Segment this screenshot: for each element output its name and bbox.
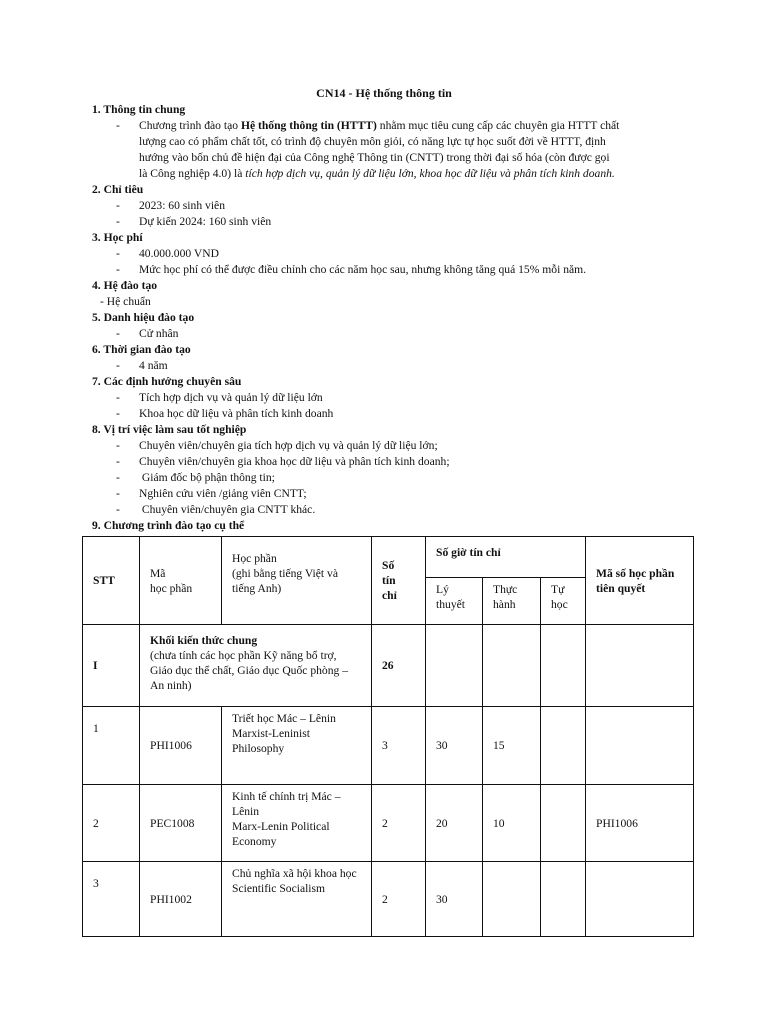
section-heading-specializations: 7. Các định hướng chuyên sâu bbox=[92, 375, 242, 388]
bullet-dash: - bbox=[116, 215, 120, 228]
row-prerequisite bbox=[586, 707, 694, 785]
list-item bbox=[92, 406, 692, 422]
header-text: hành bbox=[493, 598, 516, 611]
row-self-study bbox=[541, 785, 586, 862]
row-stt: 3 bbox=[83, 862, 140, 937]
row-theory: 30 bbox=[426, 707, 483, 785]
list-item-text: 4 năm bbox=[139, 359, 168, 372]
page-title: CN14 - Hệ thống thông tin bbox=[316, 86, 452, 100]
bullet-dash: - bbox=[116, 199, 120, 212]
list-item bbox=[92, 246, 692, 262]
row-course-code: PHI1006 bbox=[140, 707, 222, 785]
header-text: tín bbox=[382, 574, 396, 587]
course-name-vi: Triết học Mác – Lênin bbox=[232, 712, 336, 725]
bullet-dash: - bbox=[116, 391, 120, 404]
table-header-row bbox=[83, 537, 694, 578]
bullet-dash: - bbox=[116, 247, 120, 260]
header-course-name bbox=[222, 537, 372, 625]
program-name: Hệ thống thông tin (HTTT) bbox=[240, 119, 377, 132]
focus-areas-text: tích hợp dịch vụ, quản lý dữ liệu lớn, khoa học dữ liệu và phân tích kinh doanh. bbox=[245, 167, 615, 180]
header-prerequisite: Mã số học phần tiên quyết bbox=[586, 537, 694, 625]
paragraph-text: Chương trình đào tạo bbox=[139, 119, 241, 132]
list-item-text: 40.000.000 VND bbox=[139, 247, 219, 260]
bullet-dash: - bbox=[116, 503, 120, 516]
table-cell bbox=[426, 625, 483, 707]
paragraph-text: là Công nghiệp 4.0) là bbox=[139, 167, 246, 180]
header-text: Thực bbox=[493, 583, 518, 596]
list-item-text: Tích hợp dịch vụ và quản lý dữ liệu lớn bbox=[139, 391, 323, 404]
course-name-en: Scientific Socialism bbox=[232, 882, 326, 895]
header-text: (ghi bằng tiếng Việt và tiếng Anh) bbox=[232, 567, 338, 595]
row-practice: 15 bbox=[483, 707, 541, 785]
header-text: học bbox=[551, 598, 568, 611]
header-text: Học phần bbox=[232, 552, 277, 565]
header-theory bbox=[426, 578, 483, 625]
course-name-vi: Kinh tế chính trị Mác – Lênin bbox=[232, 790, 341, 818]
list-item bbox=[92, 454, 692, 470]
list-item bbox=[92, 118, 692, 182]
list-item bbox=[92, 390, 692, 406]
header-stt: STT bbox=[83, 537, 140, 625]
paragraph-text: nhằm mục tiêu cung cấp các chuyên gia HTTT chất bbox=[376, 119, 620, 132]
row-prerequisite bbox=[586, 862, 694, 937]
list-item-text: Dự kiến 2024: 160 sinh viên bbox=[139, 215, 272, 228]
section-heading-quota: 2. Chỉ tiêu bbox=[92, 183, 144, 196]
block-title-cell bbox=[140, 625, 372, 707]
row-stt: 1 bbox=[83, 707, 140, 785]
row-credits: 2 bbox=[372, 862, 426, 937]
course-name-en: Marx-Lenin Political Economy bbox=[232, 820, 330, 848]
row-course-name bbox=[222, 862, 372, 937]
course-name-vi: Chủ nghĩa xã hội khoa học bbox=[232, 867, 357, 880]
header-text: học phần bbox=[150, 581, 193, 595]
section-heading-general-info: 1. Thông tin chung bbox=[92, 103, 186, 116]
block-credits: 26 bbox=[372, 625, 426, 707]
header-text: thuyết bbox=[436, 598, 465, 611]
bullet-dash: - bbox=[116, 439, 120, 452]
table-row bbox=[83, 862, 694, 937]
list-item-text: - Hệ chuẩn bbox=[100, 295, 151, 308]
row-practice bbox=[483, 862, 541, 937]
list-item-text: Mức học phí có thể được điều chỉnh cho các năm học sau, nhưng không tăng quá 15% mỗi năm. bbox=[139, 263, 587, 276]
header-course-code bbox=[140, 537, 222, 625]
row-theory: 30 bbox=[426, 862, 483, 937]
bullet-dash: - bbox=[116, 359, 120, 372]
bullet-dash: - bbox=[116, 455, 120, 468]
list-item bbox=[92, 198, 692, 214]
header-credit-hours: Số giờ tín chỉ bbox=[426, 537, 586, 578]
document-body bbox=[92, 102, 692, 534]
list-item bbox=[92, 502, 692, 518]
header-text: chỉ bbox=[382, 589, 397, 602]
row-course-name bbox=[222, 707, 372, 785]
general-info-paragraph bbox=[139, 118, 692, 182]
bullet-dash: - bbox=[116, 263, 120, 276]
list-item-text: Chuyên viên/chuyên gia CNTT khác. bbox=[139, 503, 316, 516]
row-stt: 2 bbox=[83, 785, 140, 862]
table-row bbox=[83, 785, 694, 862]
row-course-name bbox=[222, 785, 372, 862]
row-credits: 3 bbox=[372, 707, 426, 785]
list-item-text: Chuyên viên/chuyên gia tích hợp dịch vụ và quản lý dữ liệu lớn; bbox=[139, 439, 438, 452]
list-item bbox=[92, 326, 692, 342]
bullet-dash: - bbox=[116, 487, 120, 500]
table-row-block bbox=[83, 625, 694, 707]
curriculum-table bbox=[82, 536, 694, 937]
list-item bbox=[92, 470, 692, 486]
section-heading-tuition: 3. Học phí bbox=[92, 231, 143, 244]
list-item-text: Cử nhân bbox=[139, 327, 179, 340]
row-self-study bbox=[541, 707, 586, 785]
header-practice bbox=[483, 578, 541, 625]
row-self-study bbox=[541, 862, 586, 937]
row-theory: 20 bbox=[426, 785, 483, 862]
list-item-text: Khoa học dữ liệu và phân tích kinh doanh bbox=[139, 407, 334, 420]
list-item-text: Nghiên cứu viên /giảng viên CNTT; bbox=[139, 487, 307, 500]
block-name: Khối kiến thức chung bbox=[150, 634, 258, 647]
list-item-text: Chuyên viên/chuyên gia khoa học dữ liệu và phân tích kinh doanh; bbox=[139, 455, 450, 468]
header-text: Lý bbox=[436, 583, 449, 596]
table-cell bbox=[483, 625, 541, 707]
section-heading-duration: 6. Thời gian đào tạo bbox=[92, 343, 191, 356]
block-stt: I bbox=[83, 625, 140, 707]
section-heading-curriculum: 9. Chương trình đào tạo cụ thể bbox=[92, 519, 245, 532]
row-prerequisite: PHI1006 bbox=[586, 785, 694, 862]
header-self-study bbox=[541, 578, 586, 625]
row-credits: 2 bbox=[372, 785, 426, 862]
paragraph-line: hướng vào bốn chủ đề hiện đại của Công nghệ Thông tin (CNTT) trong thời đại số hóa (còn được gọi bbox=[139, 151, 610, 164]
list-item bbox=[92, 262, 692, 278]
bullet-dash: - bbox=[116, 327, 120, 340]
row-practice: 10 bbox=[483, 785, 541, 862]
list-item bbox=[92, 358, 692, 374]
block-note: (chưa tính các học phần Kỹ năng bổ trợ, Giáo dục thể chất, Giáo dục Quốc phòng – An ninh) bbox=[150, 649, 349, 692]
row-course-code: PHI1002 bbox=[140, 862, 222, 937]
header-text: Tự bbox=[551, 583, 565, 596]
section-heading-career: 8. Vị trí việc làm sau tốt nghiệp bbox=[92, 423, 247, 436]
row-course-code: PEC1008 bbox=[140, 785, 222, 862]
bullet-dash: - bbox=[116, 119, 120, 132]
paragraph-line: lượng cao có phẩm chất tốt, có trình độ chuyên môn giỏi, có năng lực tự học suốt đời về HTTT, định bbox=[139, 135, 606, 148]
bullet-dash: - bbox=[116, 407, 120, 420]
course-name-en: Marxist-Leninist Philosophy bbox=[232, 727, 310, 755]
table-row bbox=[83, 707, 694, 785]
list-item bbox=[92, 486, 692, 502]
list-item bbox=[92, 438, 692, 454]
section-heading-training-type: 4. Hệ đào tạo bbox=[92, 279, 158, 292]
section-heading-degree: 5. Danh hiệu đào tạo bbox=[92, 311, 195, 324]
list-item-text: 2023: 60 sinh viên bbox=[139, 199, 225, 212]
table-cell bbox=[541, 625, 586, 707]
header-text: Mã bbox=[150, 566, 166, 580]
header-credits bbox=[372, 537, 426, 625]
bullet-dash: - bbox=[116, 471, 120, 484]
table-cell bbox=[586, 625, 694, 707]
list-item bbox=[92, 214, 692, 230]
list-item-text: Giám đốc bộ phận thông tin; bbox=[139, 471, 275, 484]
header-text: Số bbox=[382, 559, 395, 572]
